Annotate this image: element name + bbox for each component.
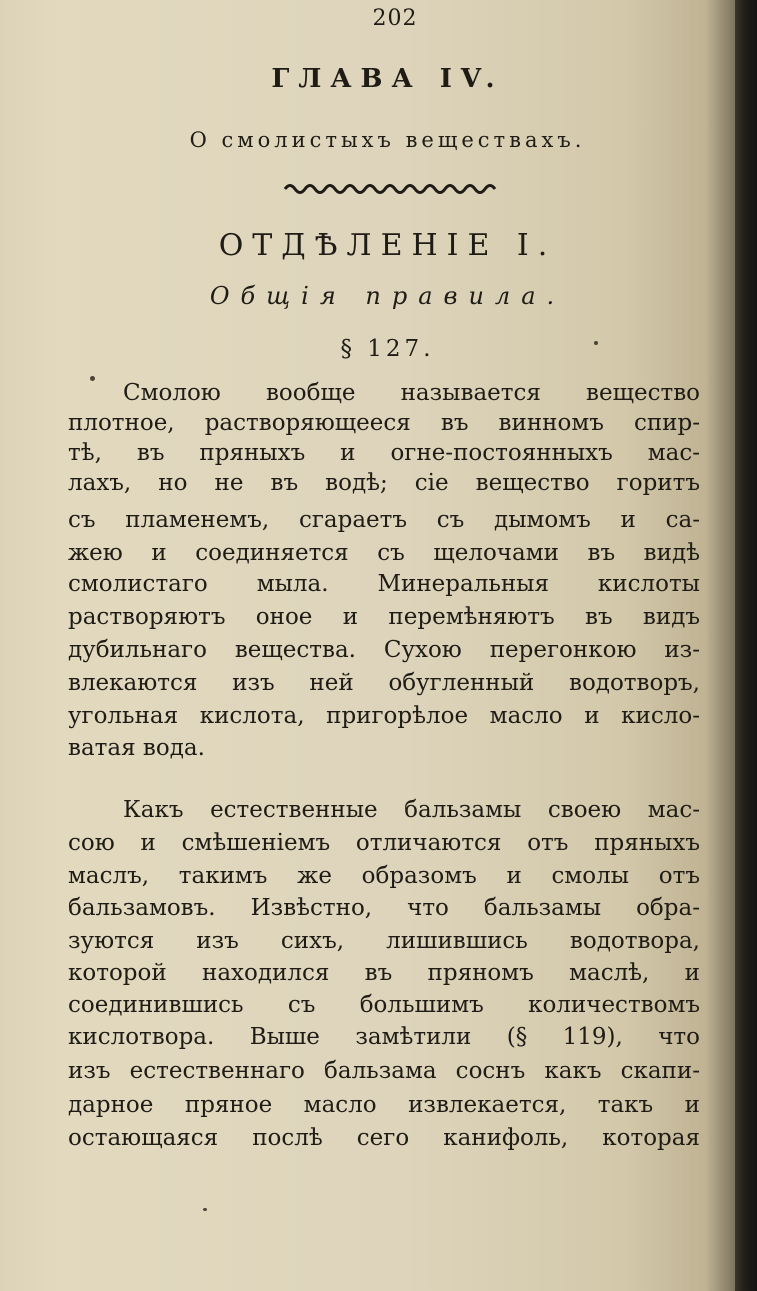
- text-line: дарное пряное масло извлекается, такъ и: [68, 1092, 700, 1118]
- section-heading: ОТДѢЛЕНІЕ I.: [218, 228, 557, 263]
- paragraph-number: § 127.: [340, 336, 435, 362]
- text-line: ватая вода.: [68, 735, 205, 761]
- text-line: маслъ, такимъ же образомъ и смолы отъ: [68, 863, 700, 889]
- text-line: жею и соединяется съ щелочами въ видѣ: [68, 540, 700, 566]
- text-line: Смолою вообще называется вещество: [123, 380, 700, 406]
- text-line: зуются изъ сихъ, лишившись водотвора,: [68, 928, 700, 954]
- text-line: тѣ, въ пряныхъ и огне-постоянныхъ мас-: [68, 440, 700, 466]
- text-line: остающаяся послѣ сего канифоль, которая: [68, 1125, 700, 1151]
- ornamental-divider: [283, 178, 503, 200]
- text-line: изъ естественнаго бальзама соснъ какъ скапи-: [68, 1058, 700, 1084]
- text-line: которой находился въ пряномъ маслѣ, и: [68, 960, 700, 986]
- chapter-title: О смолистыхъ веществахъ.: [189, 128, 586, 152]
- text-line: дубильнаго вещества. Сухою перегонкою из-: [68, 637, 700, 663]
- text-line: Какъ естественные бальзамы своею мас-: [123, 797, 700, 823]
- text-line: съ пламенемъ, сгараетъ съ дымомъ и са-: [68, 507, 700, 533]
- text-line: кислотвора. Выше замѣтили (§ 119), что: [68, 1024, 700, 1050]
- text-line: растворяютъ оное и перемѣняютъ въ видъ: [68, 604, 700, 630]
- book-binding-edge: [735, 0, 757, 1291]
- text-line: смолистаго мыла. Минеральныя кислоты: [68, 571, 700, 597]
- text-line: соединившись съ большимъ количествомъ: [68, 992, 700, 1018]
- dust-speck: [203, 1208, 207, 1211]
- text-line: плотное, растворяющееся въ винномъ спир-: [68, 410, 700, 436]
- text-line: лахъ, но не въ водѣ; сіе вещество горитъ: [68, 470, 700, 496]
- text-line: сою и смѣшеніемъ отличаются отъ пряныхъ: [68, 830, 700, 856]
- chapter-heading: ГЛАВА IV.: [271, 64, 504, 94]
- page-number: 202: [372, 6, 418, 31]
- text-line: влекаются изъ ней обугленный водотворъ,: [68, 670, 700, 696]
- text-line: бальзамовъ. Извѣстно, что бальзамы обра-: [68, 895, 700, 921]
- text-line: угольная кислота, пригорѣлое масло и кисло-: [68, 703, 700, 729]
- section-subtitle: Общія правила.: [209, 282, 566, 310]
